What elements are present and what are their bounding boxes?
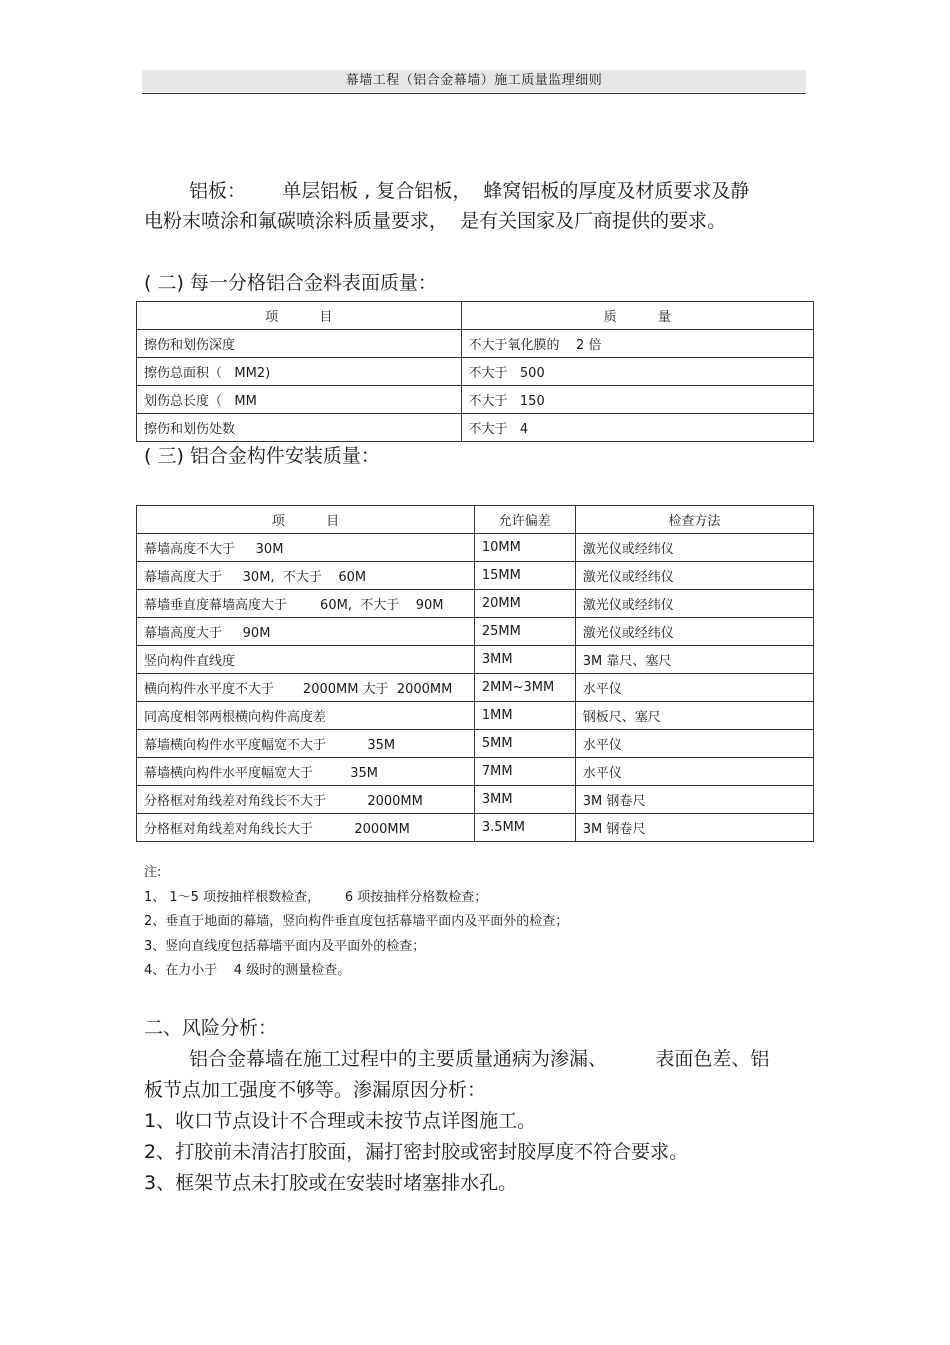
table-cell: 不大于 4 bbox=[461, 414, 813, 442]
risk-paragraph-line-2: 板节点加工强度不够等。渗漏原因分析： bbox=[144, 1079, 487, 1101]
table-cell: 不大于 500 bbox=[461, 358, 813, 386]
table-cell: 幕墙高度大于 90M bbox=[137, 618, 475, 646]
table-cell: 水平仪 bbox=[575, 730, 813, 758]
table-cell: 擦伤和划伤处数 bbox=[137, 414, 462, 442]
table-cell: 3.5MM bbox=[474, 814, 575, 842]
intro-line-2: 电粉末喷涂和氟碳喷涂料质量要求， 是有关国家及厂商提供的要求。 bbox=[144, 210, 727, 232]
table-cell: 擦伤和划伤深度 bbox=[137, 330, 462, 358]
table-cell: 幕墙高度不大于 30M bbox=[137, 534, 475, 562]
notes-block bbox=[144, 861, 568, 984]
table-cell: 擦伤总面积（ MM2) bbox=[137, 358, 462, 386]
table-row bbox=[137, 358, 814, 386]
table-row bbox=[137, 674, 814, 702]
table-cell: 激光仪或经纬仪 bbox=[575, 534, 813, 562]
table-row bbox=[137, 562, 814, 590]
column-header: 项 目 bbox=[137, 506, 475, 534]
note-item: 4、在力小于 4 级时的测量检查。 bbox=[144, 963, 351, 978]
table-cell: 分格框对角线差对角线长大于 2000MM bbox=[137, 814, 475, 842]
surface-quality-table bbox=[136, 301, 814, 442]
section-2-title: ( 二) 每一分格铝合金料表面质量： bbox=[144, 272, 437, 294]
table-row bbox=[137, 386, 814, 414]
table-cell: 激光仪或经纬仪 bbox=[575, 618, 813, 646]
table-row bbox=[137, 414, 814, 442]
section-3-title: ( 三) 铝合金构件安装质量： bbox=[144, 445, 380, 467]
notes-label: 注: bbox=[144, 865, 162, 880]
note-item: 1、 1～5 项按抽样根数检查， 6 项按抽样分格数检查； bbox=[144, 889, 488, 905]
header-divider bbox=[142, 93, 806, 94]
column-header: 质 量 bbox=[461, 302, 813, 330]
table-cell: 水平仪 bbox=[575, 674, 813, 702]
table-cell: 幕墙高度大于 30M, 不大于 60M bbox=[137, 562, 475, 590]
table-cell: 激光仪或经纬仪 bbox=[575, 590, 813, 618]
table-row bbox=[137, 646, 814, 674]
table-cell: 3M 钢卷尺 bbox=[575, 814, 813, 842]
table-cell: 2MM~3MM bbox=[474, 674, 575, 702]
table-cell: 激光仪或经纬仪 bbox=[575, 562, 813, 590]
table-row bbox=[137, 786, 814, 814]
table-cell: 15MM bbox=[474, 562, 575, 590]
table-cell: 3M 靠尺、塞尺 bbox=[575, 646, 813, 674]
table-cell: 钢板尺、塞尺 bbox=[575, 702, 813, 730]
table-cell: 划伤总长度（ MM bbox=[137, 386, 462, 414]
risk-item: 3、框架节点未打胶或在安装时堵塞排水孔。 bbox=[144, 1172, 518, 1194]
risk-paragraph-line-1: 铝合金幕墙在施工过程中的主要质量通病为渗漏、 表面色差、铝 bbox=[189, 1048, 770, 1070]
table-row bbox=[137, 814, 814, 842]
note-item: 2、垂直于地面的幕墙，竖向构件垂直度包括幕墙平面内及平面外的检查； bbox=[144, 914, 569, 929]
table-header-row bbox=[137, 302, 814, 330]
table-cell: 同高度相邻两根横向构件高度差 bbox=[137, 702, 475, 730]
installation-quality-table bbox=[136, 505, 814, 842]
column-header: 检查方法 bbox=[575, 506, 813, 534]
table-cell: 横向构件水平度不大于 2000MM 大于 2000MM bbox=[137, 674, 475, 702]
intro-paragraph bbox=[144, 176, 809, 236]
table-cell: 20MM bbox=[474, 590, 575, 618]
table-cell: 幕墙垂直度幕墙高度大于 60M, 不大于 90M bbox=[137, 590, 475, 618]
table-cell: 不大于 150 bbox=[461, 386, 813, 414]
table-cell: 幕墙横向构件水平度幅宽大于 35M bbox=[137, 758, 475, 786]
table-cell: 10MM bbox=[474, 534, 575, 562]
table-row bbox=[137, 330, 814, 358]
risk-item: 2、打胶前未清洁打胶面，漏打密封胶或密封胶厚度不符合要求。 bbox=[144, 1141, 689, 1163]
table-cell: 水平仪 bbox=[575, 758, 813, 786]
table-cell: 25MM bbox=[474, 618, 575, 646]
risk-item: 1、收口节点设计不合理或未按节点详图施工。 bbox=[144, 1110, 537, 1132]
table-cell: 3MM bbox=[474, 646, 575, 674]
table-cell: 幕墙横向构件水平度幅宽不大于 35M bbox=[137, 730, 475, 758]
table-cell: 3MM bbox=[474, 786, 575, 814]
table-cell: 不大于氧化膜的 2 倍 bbox=[461, 330, 813, 358]
risk-title: 二、风险分析： bbox=[144, 1017, 278, 1039]
table-cell: 竖向构件直线度 bbox=[137, 646, 475, 674]
table-cell: 5MM bbox=[474, 730, 575, 758]
table-row bbox=[137, 730, 814, 758]
table-cell: 3M 钢卷尺 bbox=[575, 786, 813, 814]
risk-analysis bbox=[144, 1013, 809, 1199]
table-cell: 分格框对角线差对角线长不大于 2000MM bbox=[137, 786, 475, 814]
table-cell: 1MM bbox=[474, 702, 575, 730]
table-row bbox=[137, 758, 814, 786]
note-item: 3、竖向直线度包括幕墙平面内及平面外的检查； bbox=[144, 938, 426, 954]
table-header-row bbox=[137, 506, 814, 534]
intro-line-1: 铝板： 单层铝板 , 复合铝板， 蜂窝铝板的厚度及材质要求及静 bbox=[189, 180, 750, 202]
table-row bbox=[137, 534, 814, 562]
table-cell: 7MM bbox=[474, 758, 575, 786]
column-header: 项 目 bbox=[137, 302, 462, 330]
page-header-title: 幕墙工程（铝合金幕墙）施工质量监理细则 bbox=[142, 70, 806, 92]
table-row bbox=[137, 590, 814, 618]
column-header: 允许偏差 bbox=[474, 506, 575, 534]
table-row bbox=[137, 702, 814, 730]
table-row bbox=[137, 618, 814, 646]
